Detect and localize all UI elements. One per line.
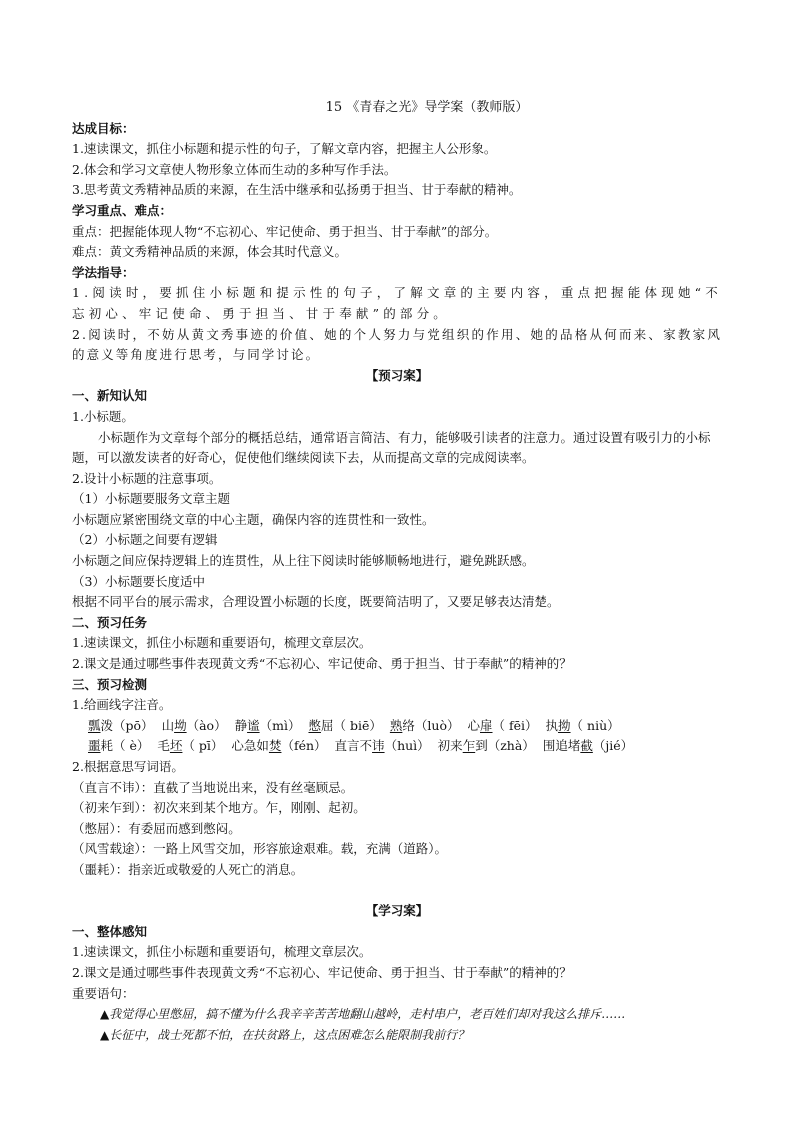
goal-item-3: 3.思考黄文秀精神品质的来源，在生活中继承和弘扬勇于担当、甘于奉献的精神。: [72, 182, 522, 198]
definition-2: （初来乍到）：初次来到某个地方。乍，刚刚、起初。: [72, 800, 366, 816]
point-1-body: 小标题应紧密围绕文章的中心主题，确保内容的连贯性和一致性。: [72, 511, 435, 527]
pinyin-word: [438, 738, 535, 753]
pinyin-annotation: （zhà）: [487, 738, 535, 754]
pinyin-word: [390, 718, 460, 733]
section-spacer: [72, 881, 722, 902]
word-part: 静: [234, 717, 248, 733]
pinyin-word: [308, 718, 381, 733]
word-part: 泼: [100, 717, 114, 733]
subtitle-intro-paragraph: 小标题作为文章每个部分的概括总结，通常语言简洁、有力，能够吸引读者的注意力。通过设置有吸引力的小标题，可以激发读者的好奇心，促使他们继续阅读下去，从而提高文章的完成阅读率。: [72, 429, 711, 466]
word-part: 络: [402, 717, 415, 733]
goal-item-2: 2.体会和学习文章使人物形象立体而生动的多种写作手法。: [72, 161, 397, 177]
method-heading: 学法指导：: [72, 264, 135, 280]
word-part: 围追堵: [542, 738, 581, 754]
word-part: 到: [475, 738, 488, 754]
pinyin-word: [162, 718, 227, 733]
key-sentences-label: 重要语句：: [72, 985, 135, 1001]
preview-section-title: 【预习案】: [365, 367, 429, 383]
preview-s2-heading: 二、预习任务: [72, 614, 148, 630]
pinyin-word: [543, 738, 633, 753]
word-part: 毛: [157, 738, 170, 754]
definition-4: （风雪载途）：一路上风雪交加，形容旅途艰难。载，充满（道路）。: [72, 841, 448, 857]
underlined-char: 焚: [268, 738, 282, 754]
underlined-char: 扉: [480, 717, 493, 733]
pinyin-row-1: [72, 716, 722, 737]
focus-key: 重点：把握能体现人物“不忘初心、牢记使命、勇于担当、甘于奉献”的部分。: [72, 223, 498, 239]
document-title: 15 《青春之光》导学案（教师版）: [325, 100, 529, 115]
preview-s2-item-1: 1.速读课文，抓住小标题和重要语句，梳理文章层次。: [72, 635, 372, 651]
pinyin-row-2: [72, 736, 722, 757]
pinyin-annotation: （jié）: [592, 738, 634, 754]
underlined-char: 憋: [308, 717, 321, 733]
definition-5: （噩耗）：指亲近或敬爱的人死亡的消息。: [72, 861, 304, 877]
study-section-title: 【学习案】: [365, 903, 429, 919]
point-2-body: 小标题之间应保持逻辑上的连贯性，从上往下阅读时能够顺畅地进行，避免跳跃感。: [72, 553, 535, 569]
focus-difficulty: 难点：黄文秀精神品质的来源，体会其时代意义。: [72, 244, 348, 260]
point-3-title: （3）小标题要长度适中: [72, 573, 205, 589]
pinyin-annotation: （ biē）: [333, 717, 382, 733]
underlined-char: 乍: [462, 738, 476, 754]
underlined-char: 讳: [372, 738, 385, 754]
preview-s1-item-1: 1.小标题。: [72, 408, 134, 424]
preview-s3-item-2: 2.根据意思写词语。: [72, 759, 184, 774]
word-part: 山: [161, 717, 175, 733]
underlined-char: 谧: [247, 717, 260, 733]
definition-3: （憋屈）：有委屈而感到憋闷。: [72, 820, 241, 836]
word-part: 耗: [100, 738, 114, 754]
point-2-title: （2）小标题之间要有逻辑: [72, 532, 218, 548]
pinyin-word: [467, 718, 537, 733]
pinyin-annotation: （ pī）: [182, 738, 224, 754]
pinyin-word: [88, 738, 149, 753]
pinyin-word: [546, 718, 620, 733]
underlined-char: 截: [580, 738, 593, 754]
underlined-char: 拗: [558, 717, 571, 733]
word-part: 初来: [437, 738, 463, 754]
pinyin-word: [157, 738, 223, 753]
point-3-body: 根据不同平台的展示需求，合理设置小标题的长度，既要简洁明了，又要足够表达清楚。: [72, 594, 560, 610]
key-quote-1: ▲我觉得心里憋屈，搞不懂为什么我辛辛苦苦地翻山越岭，走村串户，老百姓们却对我这么排斥……: [100, 1007, 626, 1022]
goal-item-1: 1.速读课文，抓住小标题和提示性的句子，了解文章内容，把握主人公形象。: [72, 141, 497, 157]
focus-heading: 学习重点、难点：: [72, 202, 173, 218]
pinyin-annotation: （ niù）: [570, 717, 620, 733]
word-part: 执: [545, 717, 559, 733]
underlined-char: 坯: [169, 738, 183, 754]
pinyin-annotation: （mì）: [259, 717, 301, 733]
pinyin-annotation: （huì）: [384, 738, 430, 754]
pinyin-annotation: （fén）: [281, 738, 327, 754]
preview-s2-item-2: 2.课文是通过哪些事件表现黄文秀“不忘初心、牢记使命、勇于担当、甘于奉献”的精神的？: [72, 656, 572, 672]
document-page: [72, 98, 722, 1045]
underlined-char: 熟: [389, 717, 403, 733]
key-quote-2: ▲长征中，战士死都不怕，在扶贫路上，这点困难怎么能限制我前行？: [100, 1027, 470, 1042]
study-s1-item-2: 2.课文是通过哪些事件表现黄文秀“不忘初心、牢记使命、勇于担当、甘于奉献”的精神的？: [72, 964, 572, 980]
word-part: 直言不: [334, 738, 373, 754]
pinyin-annotation: （ào）: [186, 717, 227, 733]
preview-s3-heading: 三、预习检测: [72, 676, 148, 692]
underlined-char: 瓢: [88, 717, 101, 733]
pinyin-annotation: （ fēi）: [492, 717, 538, 733]
study-s1-item-1: 1.速读课文，抓住小标题和重要语句，梳理文章层次。: [72, 944, 372, 960]
method-item-1: 1.阅读时，要抓住小标题和提示性的句子，了解文章的主要内容，重点把握能体现她“不忘初心、牢记使命、勇于担当、甘于奉献”的部分。: [72, 285, 722, 321]
underlined-char: 噩: [88, 738, 101, 754]
word-part: 心: [467, 717, 480, 733]
definition-1: （直言不讳）：直截了当地说出来，没有丝毫顾忌。: [72, 779, 354, 795]
underlined-char: 坳: [174, 717, 187, 733]
word-part: 屈: [320, 717, 334, 733]
study-s1-heading: 一、整体感知: [72, 923, 148, 939]
pinyin-word: [235, 718, 301, 733]
word-part: 心急如: [231, 738, 269, 754]
pinyin-annotation: （ è）: [113, 738, 150, 754]
method-item-2: 2.阅读时，不妨从黄文秀事迹的价值、她的个人努力与党组织的作用、她的品格从何而来、家教家风的意义等角度进行思考，与同学讨论。: [72, 326, 722, 363]
goals-heading: 达成目标：: [72, 120, 135, 136]
preview-s1-item-2: 2.设计小标题的注意事项。: [72, 470, 222, 486]
preview-s1-heading: 一、新知认知: [72, 388, 148, 404]
pinyin-word: [88, 718, 154, 733]
pinyin-annotation: （luò）: [414, 717, 460, 733]
pinyin-word: [231, 738, 326, 753]
pinyin-annotation: （pō）: [113, 717, 154, 733]
pinyin-word: [335, 738, 430, 753]
point-1-title: （1）小标题要服务文章主题: [72, 491, 230, 507]
preview-s3-item-1: 1.给画线字注音。: [72, 697, 172, 713]
